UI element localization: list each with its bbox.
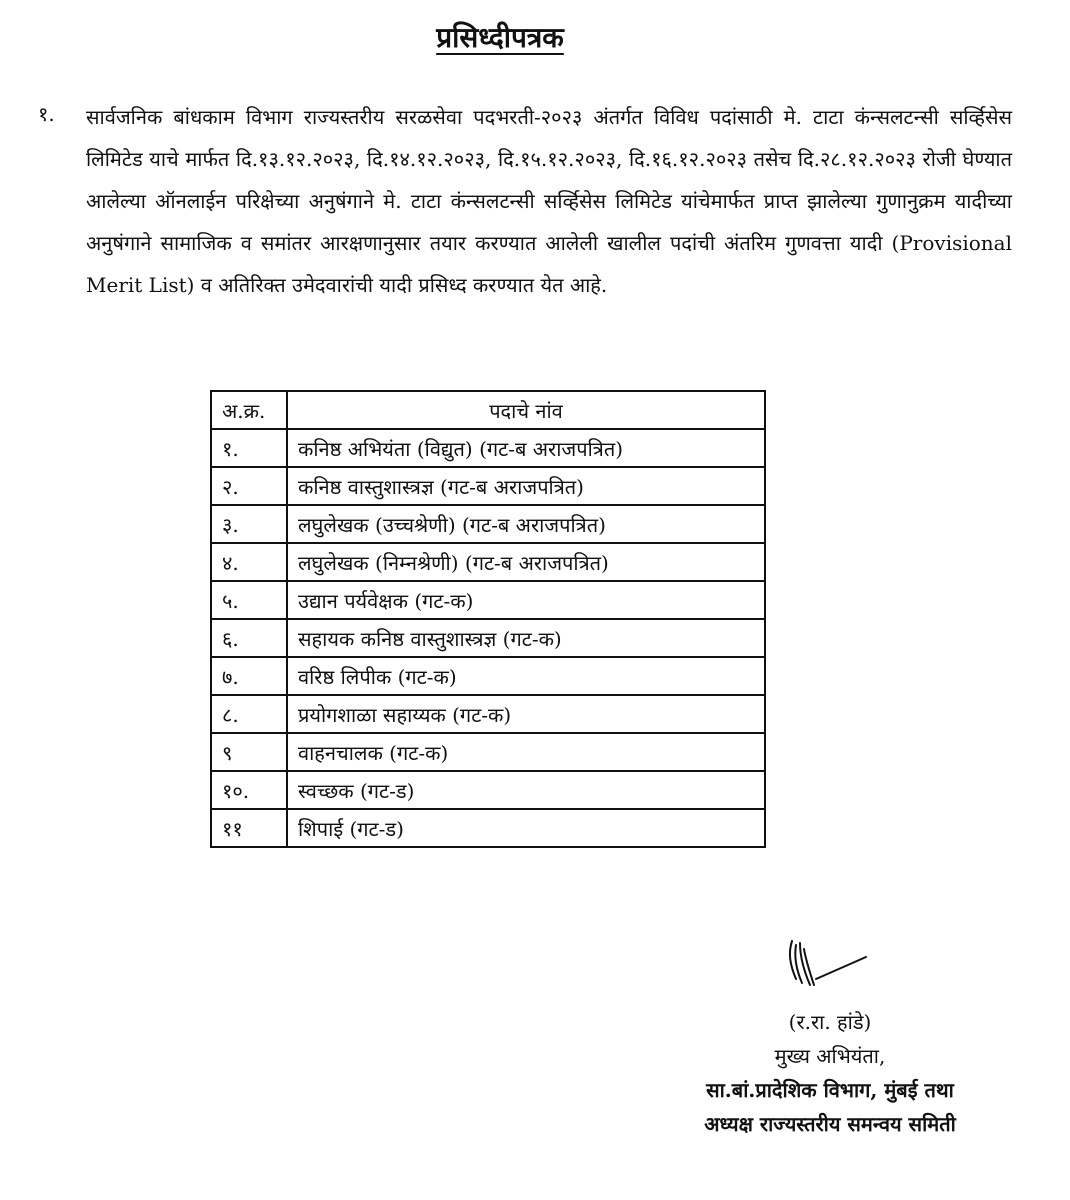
row-post-name: उद्यान पर्यवेक्षक (गट-क): [287, 581, 765, 619]
announcement-paragraph: सार्वजनिक बांधकाम विभाग राज्यस्तरीय सरळसेवा पदभरती-२०२३ अंतर्गत विविध पदांसाठी मे. टाटा कंन्सलटन्सी सर्व्हिसेस लिमिटेड याचे मार्फत दि.१३.१२.२०२३, दि.१४.१२.२०२३, दि.१५.१२.२०२३, दि.१६.१२.२०२३ तसेच दि.२८.१२.२०२३ रोजी घेण्यात आलेल्या ऑनलाईन परिक्षेच्या अनुषंगाने मे. टाटा कंन्सलटन्सी सर्व्हिसेस लिमिटेड यांचेमार्फत प्राप्त झालेल्या गुणानुक्रम यादीच्या अनुषंगाने सामाजिक व समांतर आरक्षणानुसार तयार करण्यात आलेली खालील पदांची अंतरिम गुणवत्ता यादी (Provisional Merit List) व अतिरिक्त उमेदवारांची यादी प्रसिध्द करण्यात येत आहे.: [86, 105, 1012, 297]
row-post-name: शिपाई (गट-ड): [287, 809, 765, 847]
table-row: [211, 581, 765, 619]
row-post-name: कनिष्ठ वास्तुशास्त्रज्ञ (गट-ब अराजपत्रित): [287, 467, 765, 505]
table-row: [211, 543, 765, 581]
row-serial-no: २.: [211, 467, 287, 505]
table-row: [211, 657, 765, 695]
table-row: [211, 429, 765, 467]
document-title: प्रसिध्दीपत्रक: [436, 21, 564, 54]
signatory-name: (र.रा. हांडे): [788, 1010, 872, 1034]
row-serial-no: १.: [211, 429, 287, 467]
table-row: [211, 505, 765, 543]
header-serial-no: अ.क्र.: [211, 391, 287, 429]
paragraph-number: १.: [38, 102, 55, 126]
row-serial-no: ७.: [211, 657, 287, 695]
signatory-block: [640, 1005, 1020, 1141]
row-serial-no: ८.: [211, 695, 287, 733]
row-serial-no: ६.: [211, 619, 287, 657]
table-row: [211, 695, 765, 733]
header-post-name: पदाचे नांव: [287, 391, 765, 429]
row-post-name: वाहनचालक (गट-क): [287, 733, 765, 771]
row-serial-no: ३.: [211, 505, 287, 543]
row-post-name: लघुलेखक (निम्नश्रेणी) (गट-ब अराजपत्रित): [287, 543, 765, 581]
row-post-name: कनिष्ठ अभियंता (विद्युत) (गट-ब अराजपत्रित): [287, 429, 765, 467]
table-header-row: [211, 391, 765, 429]
table-row: [211, 733, 765, 771]
signatory-designation: मुख्य अभियंता,: [774, 1044, 886, 1068]
row-serial-no: ५.: [211, 581, 287, 619]
row-serial-no: ११: [211, 809, 287, 847]
row-serial-no: १०.: [211, 771, 287, 809]
signatory-office: सा.बां.प्रादेशिक विभाग, मुंबई तथा: [706, 1078, 954, 1102]
row-post-name: स्वच्छक (गट-ड): [287, 771, 765, 809]
row-post-name: लघुलेखक (उच्चश्रेणी) (गट-ब अराजपत्रित): [287, 505, 765, 543]
signatory-committee: अध्यक्ष राज्यस्तरीय समन्वय समिती: [704, 1112, 956, 1136]
row-post-name: वरिष्ठ लिपीक (गट-क): [287, 657, 765, 695]
table-row: [211, 771, 765, 809]
row-post-name: प्रयोगशाळा सहाय्यक (गट-क): [287, 695, 765, 733]
row-post-name: सहायक कनिष्ठ वास्तुशास्त्रज्ञ (गट-क): [287, 619, 765, 657]
row-serial-no: ४.: [211, 543, 287, 581]
table-row: [211, 809, 765, 847]
posts-table: [210, 390, 766, 848]
table-row: [211, 467, 765, 505]
handwritten-signature: [770, 935, 880, 995]
table-row: [211, 619, 765, 657]
row-serial-no: ९: [211, 733, 287, 771]
